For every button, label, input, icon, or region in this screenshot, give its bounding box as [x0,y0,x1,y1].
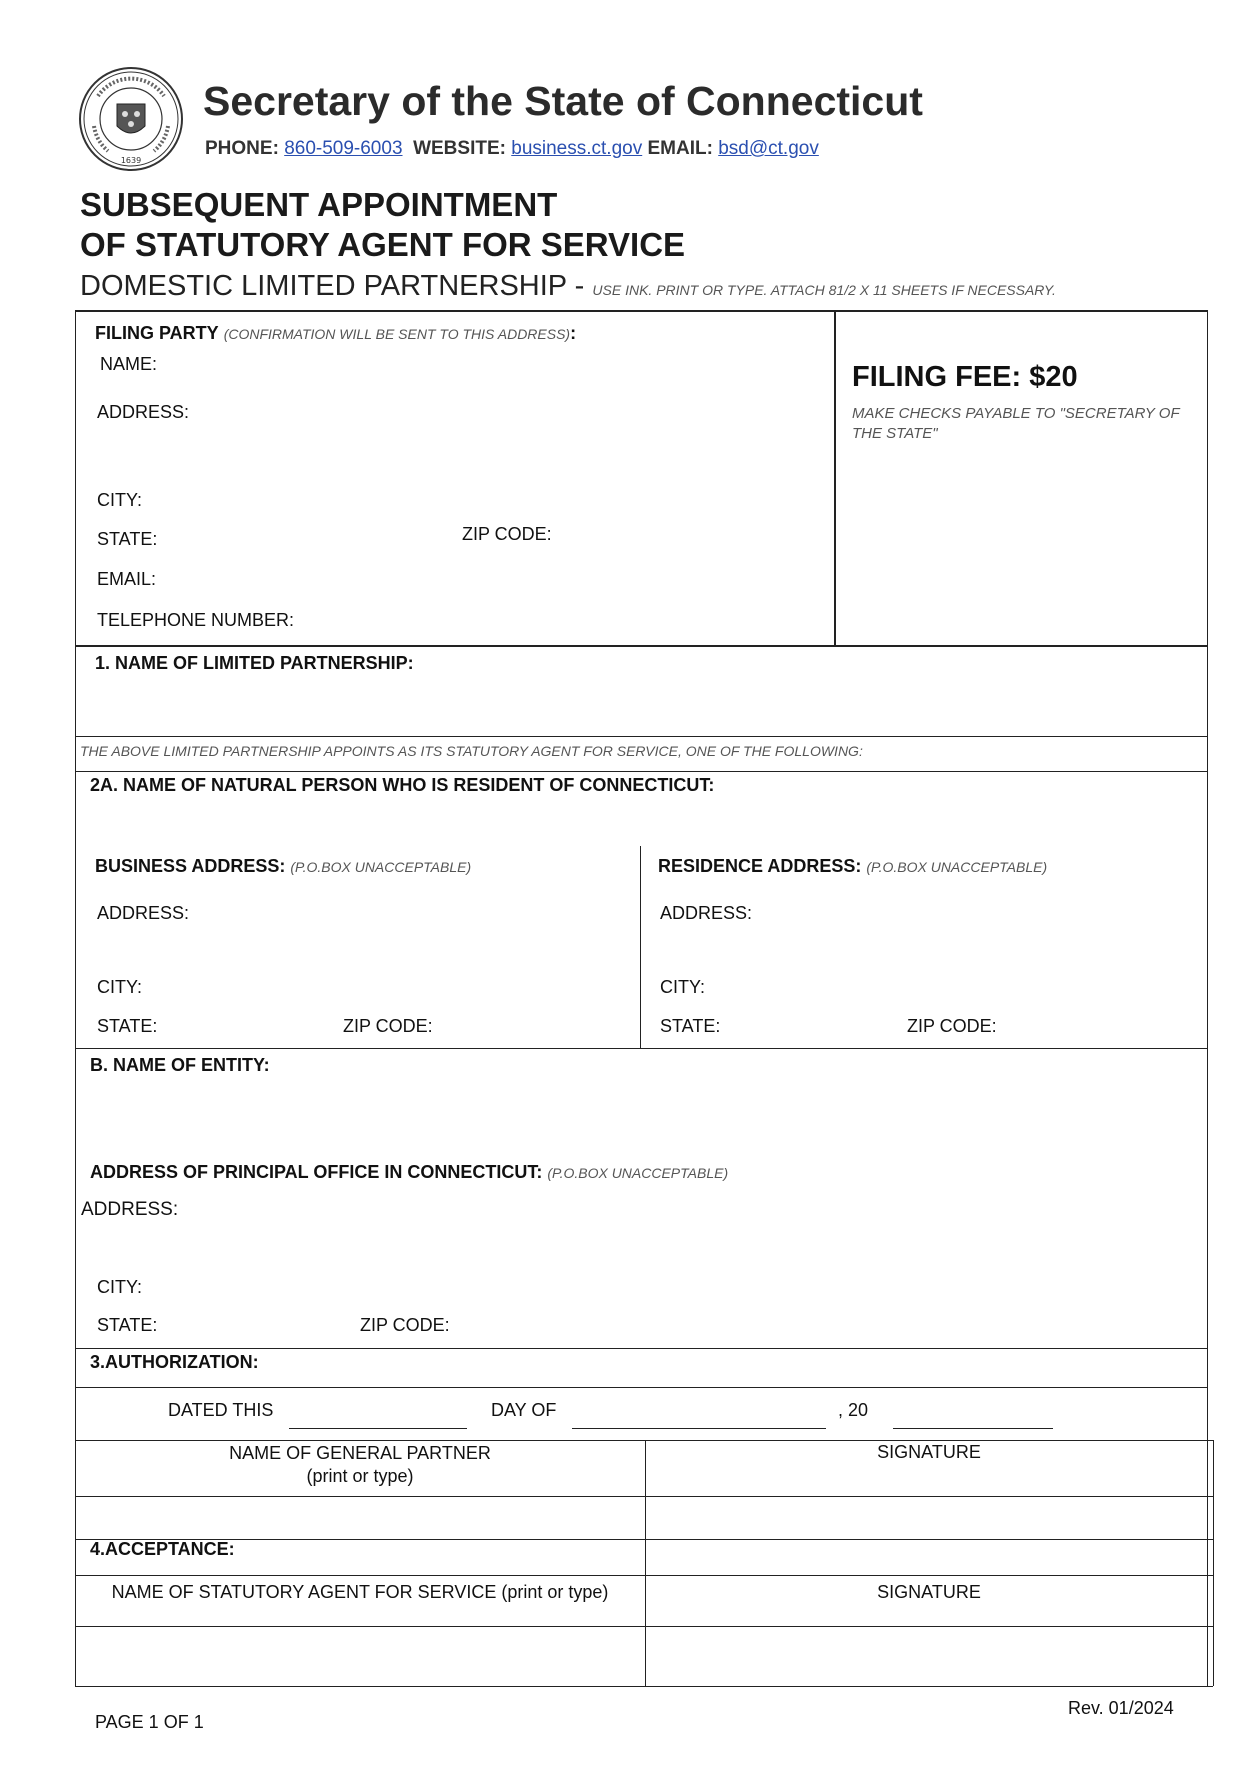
section2b-heading: B. NAME OF ENTITY: [90,1055,270,1075]
partner-signature-header: SIGNATURE [877,1442,981,1462]
agent-column-header: NAME OF STATUTORY AGENT FOR SERVICE (print or type) [111,1582,609,1602]
principal-state-field[interactable]: STATE: [97,1315,158,1335]
business-address-field[interactable]: ADDRESS: [97,903,190,923]
section4-heading: 4.ACCEPTANCE: [90,1539,235,1559]
filing-party-note: (CONFIRMATION WILL BE SENT TO THIS ADDRESS) [223,326,571,342]
partner-col-line2: (print or type) [306,1466,414,1486]
residence-state-field[interactable]: STATE: [660,1016,721,1036]
email-link[interactable]: bsd@ct.gov [718,138,819,159]
filing-party-heading [95,323,576,344]
agent-name-field[interactable] [77,1628,643,1685]
residence-zip-field[interactable]: ZIP CODE: [907,1016,997,1036]
filing-fee-note: MAKE CHECKS PAYABLE TO "SECRETARY OF THE STATE" [852,405,1180,442]
instructions-note: USE INK. PRINT OR TYPE. ATTACH 81/2 X 11 SHEETS IF NECESSARY. [592,282,1056,298]
partner-name-field[interactable] [77,1498,643,1538]
box-bottom-border [75,1686,1213,1687]
filing-address-field[interactable]: ADDRESS: [97,402,190,422]
agent-signature-header: SIGNATURE [877,1582,981,1602]
page-number: PAGE 1 OF 1 [95,1712,204,1732]
principal-po-note: (P.O.BOX UNACCEPTABLE) [547,1165,729,1181]
residence-city-field[interactable]: CITY: [660,977,706,997]
subtitle-text: DOMESTIC LIMITED PARTNERSHIP - [80,270,585,302]
divider-sec2a [75,1048,1208,1049]
form-title-line1: SUBSEQUENT APPOINTMENT [80,186,558,223]
sig-column-divider [645,1440,646,1686]
dated-year-field[interactable] [893,1428,1053,1429]
svg-text:1639: 1639 [120,156,142,165]
phone-label: PHONE: [205,138,279,159]
divider-appoints [75,771,1208,772]
principal-city-field[interactable]: CITY: [97,1277,143,1297]
divider-partner-row [75,1539,1213,1540]
day-of-label: DAY OF [491,1400,557,1420]
divider-partner-head [75,1496,1213,1497]
filing-city-field[interactable]: CITY: [97,490,143,510]
filing-name-field[interactable]: NAME: [100,354,158,374]
address-column-divider [640,846,641,1048]
divider-sec2b [75,1348,1208,1349]
principal-office-heading [90,1162,728,1183]
contact-line [205,138,819,160]
website-label: WEBSITE: [413,138,506,159]
filing-party-title: FILING PARTY [95,323,219,343]
phone-link[interactable]: 860-509-6003 [284,138,403,159]
principal-zip-field[interactable]: ZIP CODE: [360,1315,450,1335]
sig-table-outer-border [1213,1440,1214,1686]
business-state-field[interactable]: STATE: [97,1016,158,1036]
divider-filing [75,645,1208,647]
box-top-border [75,310,1208,312]
principal-office-title: ADDRESS OF PRINCIPAL OFFICE IN CONNECTICUT: [90,1162,543,1182]
email-label: EMAIL: [647,138,713,159]
filing-party-colon: : [570,323,577,343]
section2a-heading: 2A. NAME OF NATURAL PERSON WHO IS RESIDENT OF CONNECTICUT: [90,775,715,795]
business-address-heading [95,856,471,877]
section3-heading: 3.AUTHORIZATION: [90,1352,259,1372]
appoints-note: THE ABOVE LIMITED PARTNERSHIP APPOINTS AS ITS STATUTORY AGENT FOR SERVICE, ONE OF THE FOLLOWING: [80,743,863,759]
divider-sec3-head [75,1387,1208,1388]
year-prefix-label: , 20 [838,1400,869,1420]
form-title-line2: OF STATUTORY AGENT FOR SERVICE [80,226,686,263]
fee-divider [834,310,836,646]
filing-state-field[interactable]: STATE: [97,529,158,549]
principal-address-field[interactable]: ADDRESS: [81,1199,179,1220]
state-seal-logo [78,66,184,172]
partner-signature-field[interactable] [647,1498,1211,1538]
agent-signature-field[interactable] [647,1628,1211,1685]
revision-date: Rev. 01/2024 [1068,1698,1174,1718]
filing-telephone-field[interactable]: TELEPHONE NUMBER: [97,610,295,630]
business-po-note: (P.O.BOX UNACCEPTABLE) [290,859,472,875]
filing-zip-field[interactable]: ZIP CODE: [462,524,552,544]
residence-address-title: RESIDENCE ADDRESS: [658,856,862,876]
dated-day-field[interactable] [289,1428,467,1429]
filing-email-field[interactable]: EMAIL: [97,569,157,589]
dated-this-label: DATED THIS [168,1400,274,1420]
divider-agent-head [75,1626,1213,1627]
partnership-name-field[interactable] [80,682,1200,732]
filing-fee-label: FILING FEE: $20 [852,361,1078,393]
section1-heading: 1. NAME OF LIMITED PARTNERSHIP: [95,653,414,673]
business-city-field[interactable]: CITY: [97,977,143,997]
divider-dated [75,1440,1213,1441]
partner-col-line1: NAME OF GENERAL PARTNER [229,1443,491,1463]
divider-sec4-head [75,1575,1213,1576]
residence-po-note: (P.O.BOX UNACCEPTABLE) [866,859,1048,875]
form-subtitle [80,270,1056,303]
residence-address-field[interactable]: ADDRESS: [660,903,753,923]
business-zip-field[interactable]: ZIP CODE: [343,1016,433,1036]
divider-sec1 [75,736,1208,737]
agency-title: Secretary of the State of Connecticut [203,78,923,124]
business-address-title: BUSINESS ADDRESS: [95,856,286,876]
box-right-border [1207,310,1208,1686]
website-link[interactable]: business.ct.gov [511,138,643,159]
partner-column-header [76,1442,644,1488]
residence-address-heading [658,856,1047,877]
dated-month-field[interactable] [572,1428,826,1429]
